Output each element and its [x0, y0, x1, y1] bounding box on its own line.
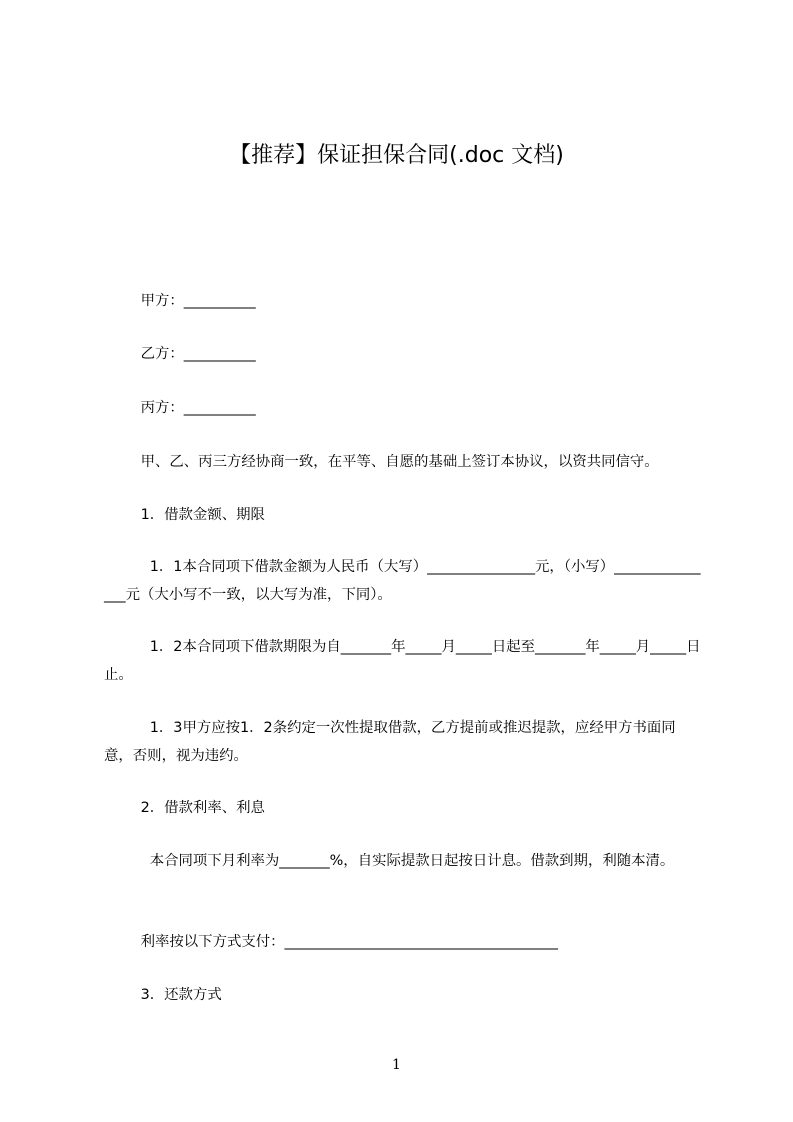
party-b-line: 乙方：__________: [104, 346, 256, 362]
clause-1-3: 1．3甲方应按1．2条约定一次性提取借款，乙方提前或推迟提款，应经甲方书面同意，否则，视为违约。: [104, 720, 676, 764]
clause-2-rate: 本合同项下月利率为_______%，自实际提款日起按日计息。借款到期，利随本清。: [104, 853, 675, 869]
interest-payment-line: 利率按以下方式支付：______________________________________: [104, 934, 558, 950]
section-1-heading: 1．借款金额、期限: [104, 507, 265, 523]
clause-1-2: 1．2本合同项下借款期限为自_______年_____月_____日起至_______年_____月_____日止。: [104, 639, 701, 683]
party-a-line: 甲方：__________: [104, 293, 256, 309]
agreement-intro: 甲、乙、丙三方经协商一致，在平等、自愿的基础上签订本协议，以资共同信守。: [104, 454, 659, 470]
page-number: 1: [392, 1057, 401, 1073]
section-2-heading: 2．借款利率、利息: [104, 800, 265, 816]
document-title: 【推荐】保证担保合同(.doc 文档): [229, 143, 564, 168]
section-3-heading: 3．还款方式: [104, 987, 222, 1003]
clause-1-1: 1．1本合同项下借款金额为人民币（大写）_______________元，（小写）_______________元（大小写不一致，以大写为准，下同）。: [104, 559, 701, 603]
party-c-line: 丙方：__________: [104, 400, 256, 416]
